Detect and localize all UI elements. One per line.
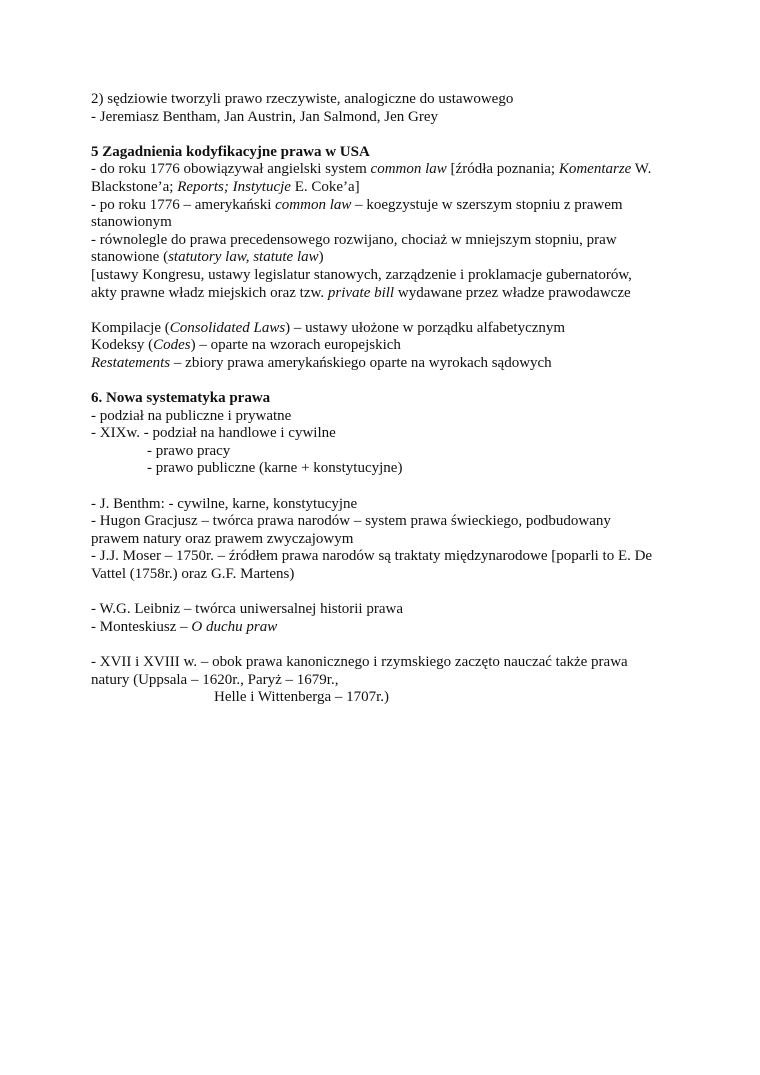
- s6-line-7: prawem natury oraz prawem zwyczajowym: [91, 530, 354, 547]
- s6-line-8: - J.J. Moser – 1750r. – źródłem prawa narodów są traktaty międzynarodowe [poparli to E. De: [91, 548, 653, 565]
- section-5-heading: 5 Zagadnienia kodyfikacyjne prawa w USA: [91, 143, 370, 160]
- s6-line-9: Vattel (1758r.) oraz G.F. Martens): [91, 566, 295, 583]
- s6-line-10: - W.G. Leibniz – twórca uniwersalnej historii prawa: [91, 601, 403, 618]
- s6-line-4: - prawo publiczne (karne + konstytucyjne): [147, 460, 403, 477]
- intro-line-1: 2) sędziowie tworzyli prawo rzeczywiste, analogiczne do ustawowego: [91, 91, 514, 107]
- restatements-line: Restatements – zbiory prawa amerykańskiego oparte na wyrokach sądowych: [91, 354, 552, 371]
- s6-line-6: - Hugon Gracjusz – twórca prawa narodów – system prawa świeckiego, podbudowany: [91, 513, 611, 530]
- s5-p4-line-1: [ustawy Kongresu, ustawy legislatur stanowych, zarządzenie i proklamacje gubernatorów,: [91, 266, 632, 283]
- s5-p2-line-2: stanowionym: [91, 214, 172, 231]
- s5-p3-line-2: stanowione (statutory law, statute law): [91, 249, 324, 266]
- s5-p4-line-2: akty prawne władz miejskich oraz tzw. private bill wydawane przez władze prawodawcze: [91, 284, 631, 301]
- s5-p1-line-2: Blackstone’a; Reports; Instytucje E. Coke’a]: [91, 178, 360, 195]
- s6-line-13: natury (Uppsala – 1620r., Paryż – 1679r.,: [91, 671, 339, 688]
- s5-p1-line-1: - do roku 1776 obowiązywał angielski system common law [źródła poznania; Komentarze W.: [91, 161, 652, 178]
- s6-line-12: - XVII i XVIII w. – obok prawa kanonicznego i rzymskiego zaczęto nauczać także prawa: [91, 654, 628, 670]
- s5-p3-line-1: - równolegle do prawa precedensowego rozwijano, chociaż w mniejszym stopniu, praw: [91, 231, 617, 248]
- document-page: [91, 91, 691, 707]
- s6-line-11: - Monteskiusz – O duchu praw: [91, 618, 278, 635]
- s6-line-2: - XIXw. - podział na handlowe i cywilne: [91, 425, 336, 442]
- s6-line-1: - podział na publiczne i prywatne: [91, 407, 292, 424]
- kodeksy-line: Kodeksy (Codes) – oparte na wzorach europejskich: [91, 337, 401, 354]
- section-6-heading: 6. Nowa systematyka prawa: [91, 390, 271, 407]
- s6-line-3: - prawo pracy: [147, 442, 231, 459]
- s5-p2-line-1: - po roku 1776 – amerykański common law – koegzystuje w szerszym stopniu z prawem: [91, 196, 623, 213]
- s6-line-14: Helle i Wittenberga – 1707r.): [214, 689, 390, 706]
- kompilacje-line: Kompilacje (Consolidated Laws) – ustawy ułożone w porządku alfabetycznym: [91, 319, 566, 336]
- intro-line-2: - Jeremiasz Bentham, Jan Austrin, Jan Salmond, Jen Grey: [91, 108, 439, 125]
- s6-line-5: - J. Benthm: - cywilne, karne, konstytucyjne: [91, 495, 358, 512]
